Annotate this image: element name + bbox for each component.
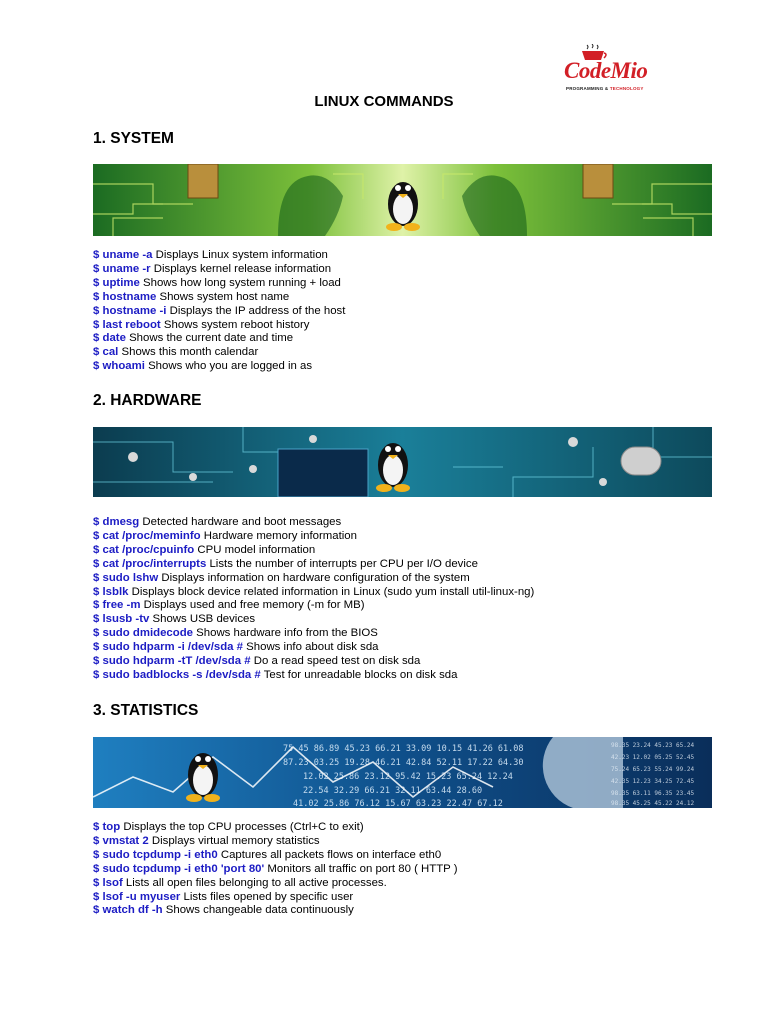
list-item: $ free -m Displays used and free memory (-m for MB)	[93, 599, 365, 612]
svg-text:12.02 25.86 23.12 95.42 15.23: 12.02 25.86 23.12 95.42 15.23 65.24 12.24	[303, 772, 513, 782]
list-item: $ sudo lshw Displays information on hardware configuration of the system	[93, 571, 470, 584]
svg-text:42.35 12.23 34.25 72.45: 42.35 12.23 34.25 72.45	[611, 778, 695, 785]
list-item: $ sudo dmidecode Shows hardware info from the BIOS	[93, 627, 378, 640]
list-item: $ sudo badblocks -s /dev/sda # Test for unreadable blocks on disk sda	[93, 668, 458, 681]
system-command-list	[93, 249, 345, 374]
section-heading-system: 1. SYSTEM	[93, 130, 174, 147]
statistics-command-list	[93, 821, 458, 918]
list-item: $ hostname -i Displays the IP address of the host	[93, 304, 346, 317]
section-heading-hardware: 2. HARDWARE	[93, 392, 202, 409]
list-item: $ cat /proc/cpuinfo CPU model information	[93, 543, 316, 556]
list-item: $ lsblk Displays block device related information in Linux (sudo yum install util-linux-ng)	[93, 585, 535, 598]
system-banner-image	[93, 164, 712, 236]
list-item: $ cal Shows this month calendar	[93, 346, 259, 359]
list-item: $ sudo hdparm -i /dev/sda # Shows info about disk sda	[93, 641, 379, 654]
page-title: LINUX COMMANDS	[314, 93, 454, 110]
list-item: $ dmesg Detected hardware and boot messages	[93, 516, 342, 528]
list-item: $ vmstat 2 Displays virtual memory statistics	[93, 834, 320, 847]
list-item: $ date Shows the current date and time	[93, 332, 294, 345]
list-item: $ watch df -h Shows changeable data continuously	[93, 904, 354, 917]
svg-text:98.35 45.25 45.22 24.12: 98.35 45.25 45.22 24.12	[611, 800, 695, 807]
svg-text:22.54 32.29 66.21 32.11 63.44: 22.54 32.29 66.21 32.11 63.44 28.60	[303, 786, 483, 796]
list-item: $ hostname Shows system host name	[93, 290, 290, 303]
list-item: $ lsof -u myuser Lists files opened by specific user	[93, 890, 354, 903]
list-item: $ top Displays the top CPU processes (Ctrl+C to exit)	[93, 821, 364, 833]
logo-tagline: PROGRAMMING & TECHNOLOGY	[566, 86, 644, 91]
logo-brand: CodeMio	[564, 58, 648, 83]
svg-text:75 45 86.89 45.23 66.21 33.09: 75 45 86.89 45.23 66.21 33.09 10.15 41.26 61.08	[283, 744, 524, 754]
svg-text:87.23 03.25 19.28 46.21 42.84: 87.23 03.25 19.28 46.21 42.84 52.11 17.22 64.30	[283, 758, 524, 768]
svg-text:41.02 25.86 76.12 15.67 63.23: 41.02 25.86 76.12 15.67 63.23 22.47 67.12	[293, 799, 503, 808]
list-item: $ uname -a Displays Linux system information	[93, 249, 328, 261]
list-item: $ lsusb -tv Shows USB devices	[93, 613, 256, 626]
list-item: $ cat /proc/interrupts Lists the number of interrupts per CPU per I/O device	[93, 557, 478, 570]
svg-text:98.35 63.11 96.35 23.45: 98.35 63.11 96.35 23.45	[611, 790, 695, 797]
hardware-command-list	[93, 516, 534, 683]
list-item: $ sudo tcpdump -i eth0 'port 80' Monitors all traffic on port 80 ( HTTP )	[93, 862, 458, 875]
list-item: $ sudo hdparm -tT /dev/sda # Do a read speed test on disk sda	[93, 655, 421, 668]
hardware-banner-image	[93, 427, 712, 497]
statistics-banner-image	[93, 737, 712, 808]
list-item: $ lsof Lists all open files belonging to all active processes.	[93, 876, 387, 889]
list-item: $ uptime Shows how long system running + load	[93, 276, 341, 289]
section-heading-statistics: 3. STATISTICS	[93, 702, 199, 719]
svg-text:42.23 12.02 05.25 52.45: 42.23 12.02 05.25 52.45	[611, 754, 695, 761]
list-item: $ last reboot Shows system reboot history	[93, 318, 310, 331]
list-item: $ whoami Shows who you are logged in as	[93, 360, 313, 373]
list-item: $ cat /proc/meminfo Hardware memory information	[93, 529, 357, 542]
svg-text:98.35 23.24 45.23 65.24: 98.35 23.24 45.23 65.24	[611, 742, 695, 749]
list-item: $ sudo tcpdump -i eth0 Captures all packets flows on interface eth0	[93, 848, 442, 861]
codemio-logo	[564, 44, 664, 94]
list-item: $ uname -r Displays kernel release information	[93, 262, 332, 275]
svg-text:75.24 65.23 55.24 99.24: 75.24 65.23 55.24 99.24	[611, 766, 695, 773]
